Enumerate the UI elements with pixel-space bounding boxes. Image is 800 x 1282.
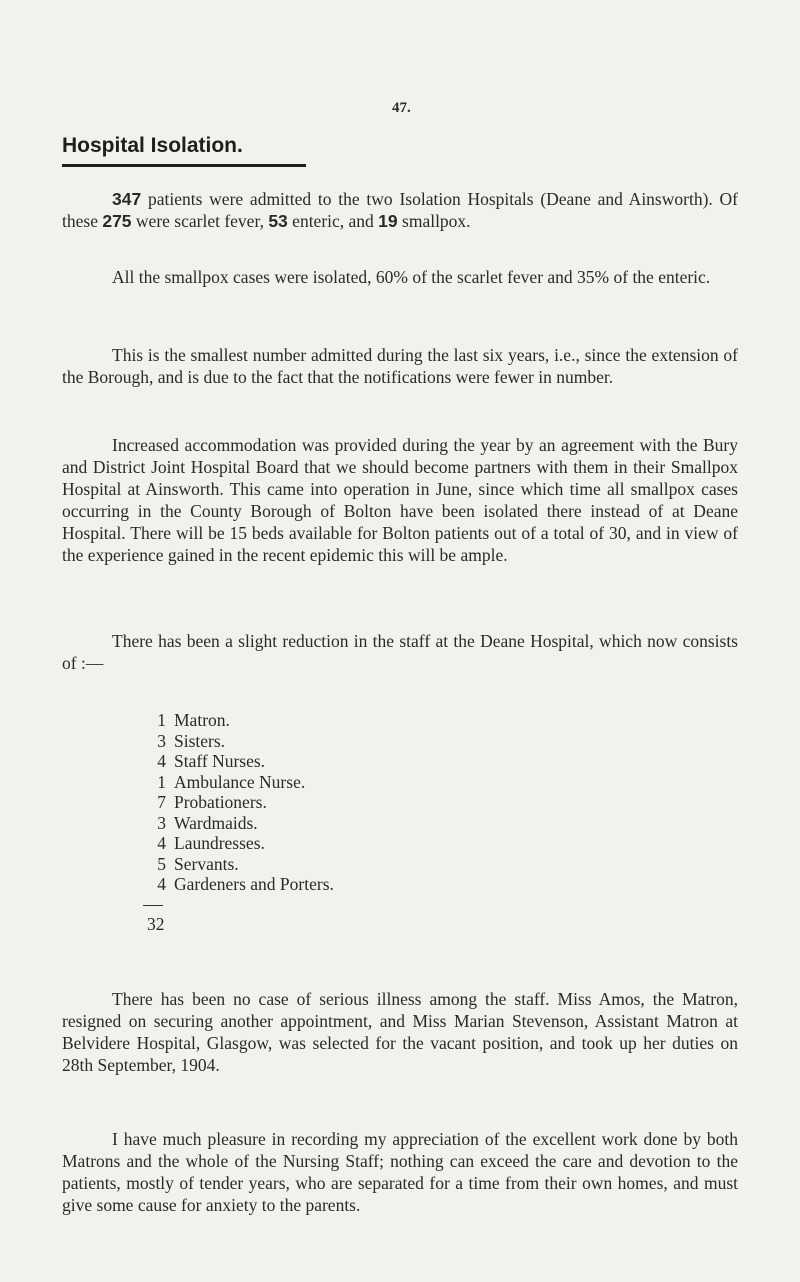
- smallpox-count: 19: [378, 211, 398, 231]
- title-underline: [62, 164, 306, 167]
- staff-count: 3: [157, 730, 166, 751]
- illness-paragraph: [62, 988, 738, 1076]
- appreciation-text: I have much pleasure in recording my appreciation of the excellent work done by both Matrons and the whole of the Nursing Staff; nothing can exceed the care and devotion to the patients, mostly of tender years, who are separated for a time from their own homes, and must give some cause for anxiety to the parents.: [62, 1129, 738, 1215]
- staff-row: [140, 813, 334, 834]
- page-number: 47.: [392, 100, 411, 116]
- isolation-paragraph: [62, 266, 738, 288]
- staff-role: Servants.: [174, 853, 239, 874]
- staff-role: Sisters.: [174, 730, 226, 751]
- staff-row: [140, 833, 334, 854]
- patients-count: 347: [112, 189, 142, 209]
- staff-row: [140, 792, 334, 813]
- illness-text: There has been no case of serious illness among the staff. Miss Amos, the Matron, resigned on securing another appointment, and Miss Marian Stevenson, Assistant Matron at Belvidere Hospital, Glasgow, was selected for the vacant position, and took up her duties on 28th September, 1904.: [62, 989, 738, 1075]
- staff-row: [140, 710, 334, 731]
- staff-count: 3: [157, 812, 166, 833]
- smallest-number-paragraph: [62, 344, 738, 388]
- total-divider: [143, 905, 163, 906]
- staff-row: [140, 772, 334, 793]
- staff-role: Ambulance Nurse.: [174, 771, 306, 792]
- admissions-text-3: enteric, and: [287, 211, 379, 231]
- staff-count: 1: [157, 710, 166, 730]
- staff-count: 5: [157, 853, 166, 874]
- staff-total: 32: [147, 914, 165, 934]
- smallest-number-text: This is the smallest number admitted during the last six years, i.e., since the extension of the Borough, and is due to the fact that the notifications were fewer in number.: [62, 345, 738, 387]
- staff-count: 1: [157, 771, 166, 792]
- staff-role: Laundresses.: [174, 833, 265, 853]
- staff-role: Matron.: [174, 710, 230, 730]
- accommodation-text: Increased accommodation was provided during the year by an agreement with the Bury and District Joint Hospital Board that we should become partners with them in their Smallpox Hospital at Ainsworth. This came into operation in June, since which time all smallpox cases occurring in the County Borough of Bolton have been isolated there instead of at Deane Hospital. There will be 15 beds available for Bolton patients out of a total of 30, and in view of the experience gained in the recent epidemic this will be ample.: [62, 435, 738, 565]
- admissions-paragraph: [62, 188, 738, 232]
- staff-intro-paragraph: [62, 630, 738, 674]
- staff-count: 7: [157, 792, 166, 812]
- staff-count: 4: [157, 874, 166, 894]
- admissions-text-4: smallpox.: [397, 211, 471, 231]
- isolation-text: All the smallpox cases were isolated, 60% of the scarlet fever and 35% of the enteric.: [112, 267, 711, 287]
- staff-row: [140, 731, 334, 752]
- staff-role: Gardeners and Porters.: [174, 874, 334, 894]
- page-title: Hospital Isolation.: [62, 134, 243, 157]
- staff-role: Wardmaids.: [174, 812, 258, 833]
- enteric-count: 53: [268, 211, 288, 231]
- staff-role: Probationers.: [174, 792, 267, 812]
- accommodation-paragraph: [62, 434, 738, 566]
- admissions-text-2: were scarlet fever,: [131, 211, 269, 231]
- scarlet-count: 275: [102, 211, 132, 231]
- staff-row: [140, 874, 334, 895]
- staff-row: [140, 751, 334, 772]
- staff-role: Staff Nurses.: [174, 751, 266, 771]
- staff-count: 4: [157, 833, 166, 853]
- appreciation-paragraph: [62, 1128, 738, 1216]
- staff-count: 4: [157, 751, 166, 771]
- staff-intro-text: There has been a slight reduction in the staff at the Deane Hospital, which now consists of :—: [62, 631, 738, 673]
- staff-list: [140, 710, 334, 895]
- admissions-text-1: patients were admitted to the two Isolation Hospitals (Deane and Ainsworth). Of these: [62, 189, 738, 231]
- staff-row: [140, 854, 334, 875]
